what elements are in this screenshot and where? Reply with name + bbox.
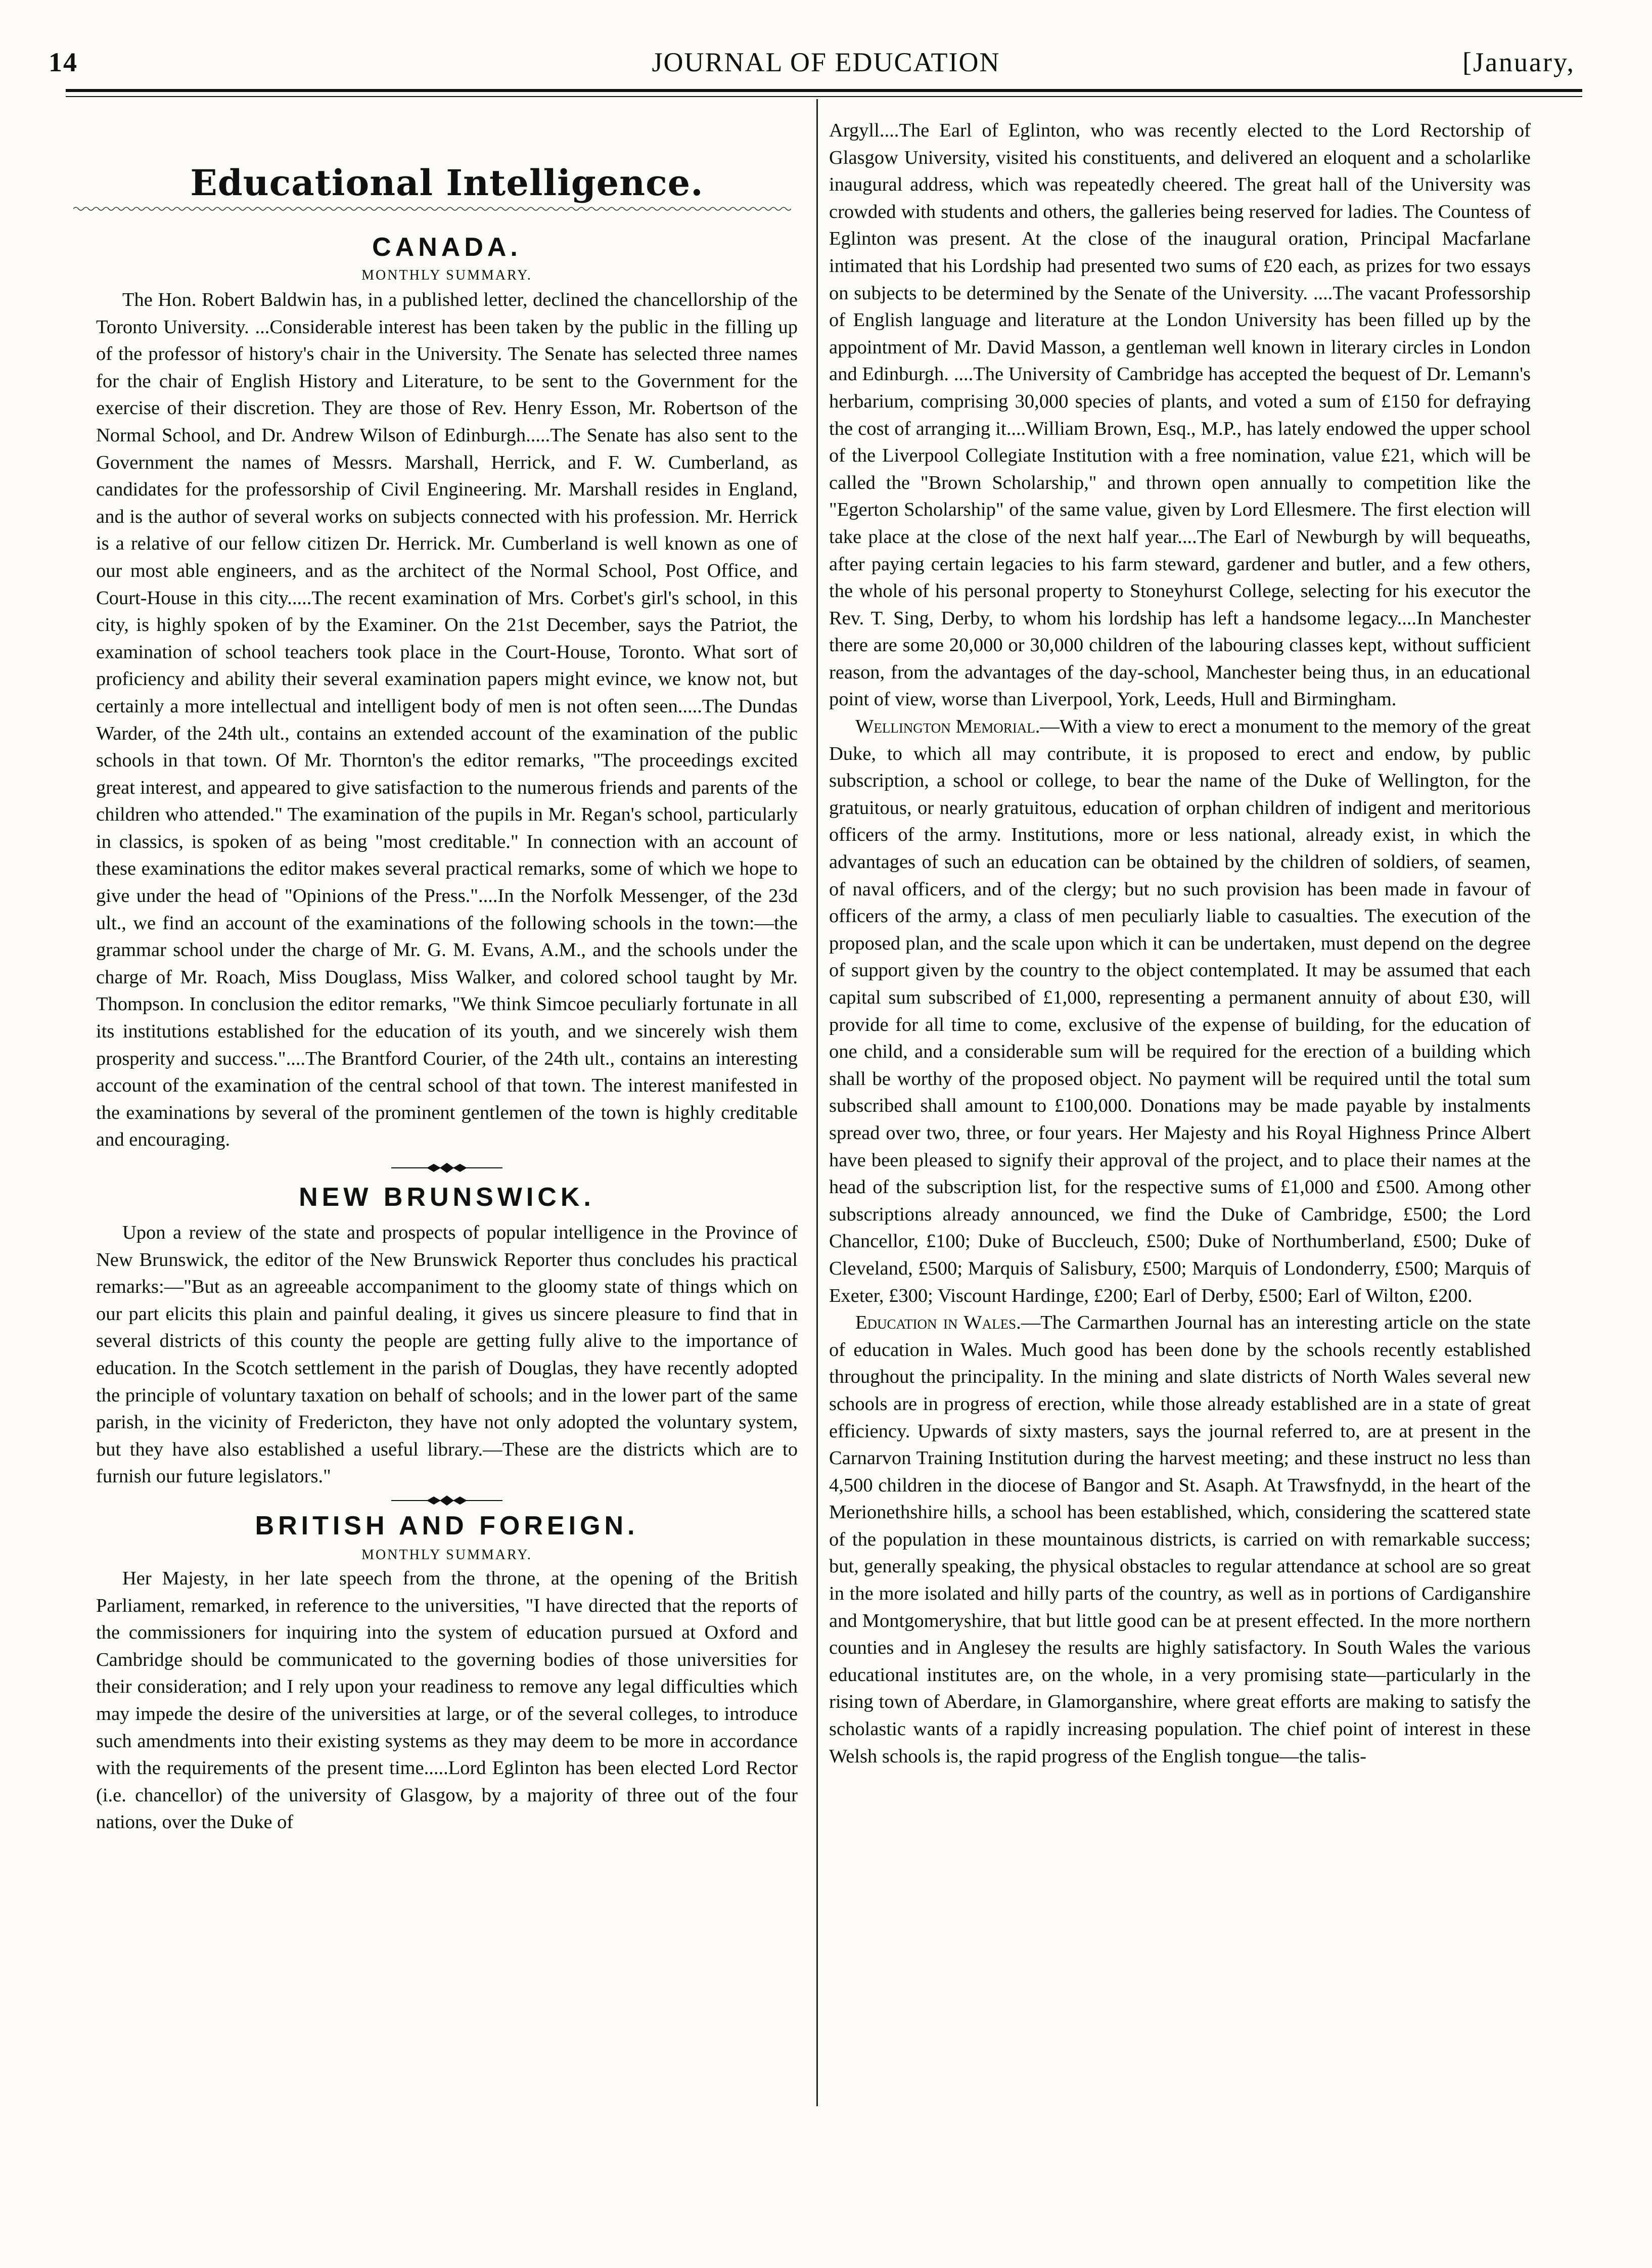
wales-heading: Education in Wales.	[855, 1312, 1021, 1334]
left-column	[96, 117, 798, 1836]
header-rule-thin	[66, 96, 1582, 97]
wellington-paragraph	[829, 713, 1531, 1309]
new-brunswick-heading: NEW BRUNSWICK.	[299, 1183, 595, 1212]
header-rule-thick	[66, 89, 1582, 92]
page-number: 14	[49, 47, 78, 77]
section-ornament	[391, 1154, 502, 1182]
wales-paragraph	[829, 1309, 1531, 1770]
wellington-heading: Wellington Memorial.	[855, 716, 1040, 738]
canada-subheading: MONTHLY SUMMARY.	[361, 267, 532, 283]
right-column	[829, 117, 1531, 1770]
british-foreign-paragraph-left: Her Majesty, in her late speech from the throne, at the opening of the British Parliament, remarked, in reference to the universities, "I have directed that the reports of the commissioners for inquiring into the system of education pursued at Oxford and Cambridge should be communicated to the governing bodies of those universities for their consideration; and I rely upon your readiness to remove any legal difficulties which may impede the desire of the universities at large, or of the several colleges, to introduce such amendments into their existing systems as they may deem to be more in accordance with the requirements of the present time.....Lord Eglinton has been elected Lord Rector (i.e. chancellor) of the university of Glasgow, by a majority of three out of the four nations, over the Duke of	[96, 1567, 798, 1833]
wales-text: —The Carmarthen Journal has an interesting article on the state of education in Wales. Much good has been done by the schools recently established throughout the principality. In the mining and slate districts of North Wales several new schools are in progress of erection, while those already established are in a state of great efficiency. Upwards of sixty masters, says the journal referred to, are at present in the Carnarvon Training Institution during the harvest meeting; and these instruct no less than 4,500 children in the diocese of Bangor and St. Asaph. At Trawsfnydd, in the heart of the Merionethshire hills, a school has been established, which, considering the scattered state of the population in these mountainous districts, is carried on with remarkable success; but, generally speaking, the physical obstacles to regular attendance at school are so great in the more isolated and hilly parts of the country, as well as in portions of Cardiganshire and Montgomeryshire, that but little good can be at present effected. In the more northern counties and in Anglesey the results are highly satisfactory. In South Wales the various educational institutes are, on the whole, in a very promising state—particularly in the rising town of Aberdare, in Glamorganshire, where great efforts are making to satisfy the scholastic wants of a rapidly increasing population. The chief point of interest in these Welsh schools is, the rapid progress of the English tongue—the talis-	[829, 1312, 1531, 1767]
new-brunswick-paragraph: Upon a review of the state and prospects of popular intelligence in the Province of New Brunswick, the editor of the New Brunswick Reporter thus concludes his practical remarks:—"But as an agreeable accompaniment to the gloomy state of things which on our part elicits this plain and painful dealing, it gives us sincere pleasure to find that in several districts of this county the people are getting fully alive to the importance of education. In the Scotch settlement in the parish of Douglas, they have recently adopted the principle of voluntary taxation on behalf of schools; and in the lower part of the same parish, in the vicinity of Fredericton, they have not only adopted the voluntary system, but they have also established a useful library.—These are the districts which are to furnish our future legislators."	[96, 1222, 798, 1487]
canada-paragraph: The Hon. Robert Baldwin has, in a published letter, declined the chancellorship of the Toronto University. ...Considerable interest has been taken by the public in the filling up of the professor of history's chair in the University. The Senate has selected three names for the chair of English History and Literature, to be sent to the Government for the exercise of their discretion. They are those of Rev. Henry Esson, Mr. Robertson of the Normal School, and Dr. Andrew Wilson of Edinburgh.....The Senate has also sent to the Government the names of Messrs. Marshall, Herrick, and F. W. Cumberland, as candidates for the professorship of Civil Engineering. Mr. Marshall resides in England, and is the author of several works on subjects connected with his profession. Mr. Herrick is a relative of our fellow citizen Dr. Herrick. Mr. Cumberland is well known as one of our most able engineers, and as the architect of the Normal School, Post Office, and Court-House in this city.....The recent examination of Mrs. Corbet's girl's school, in this city, is highly spoken of by the Examiner. On the 21st December, says the Patriot, the examination of school teachers took place in the Court-House, Toronto. What sort of proficiency and ability their several examination papers might evince, we know not, but certainly a more intellectual and intelligent body of men is not often seen.....The Dundas Warder, of the 24th ult., contains an extended account of the examination of the public schools in that town. Of Mr. Thornton's the editor remarks, "The proceedings excited great interest, and appeared to give satisfaction to the numerous friends and parents of the children who attended." The examination of the pupils in Mr. Regan's school, particularly in classics, is spoken of as being "most creditable." In connection with an account of these examinations the editor makes several practical remarks, some of which we hope to give under the head of "Opinions of the Press."....In the Norfolk Messenger, of the 23d ult., we find an account of the examinations of the following schools in the town:—the grammar school under the charge of Mr. G. M. Evans, A.M., and the schools under the charge of Mr. Roach, Miss Douglass, Miss Walker, and colored school taught by Mr. Thompson. In conclusion the editor remarks, "We think Simcoe peculiarly fortunate in all its institutions established for the education of its youth, and we sincerely wish them prosperity and success."....The Brantford Courier, of the 24th ult., contains an interesting account of the examination of the central school of that town. The interest manifested in the examinations by several of the prominent gentlemen of the town is highly creditable and encouraging.	[96, 289, 798, 1151]
wellington-text: —With a view to erect a monument to the memory of the great Duke, to which all may contribute, it is proposed to erect and endow, by public subscription, a school or college, to bear the name of the Duke of Wellington, for the gratuitous, or nearly gratuitous, education of orphan children of indigent and meritorious officers of the army. Institutions, more or less national, already exist, in which the advantages of such an education can be obtained by the children of soldiers, of seamen, of naval officers, and of the clergy; but no such provision has been made in favour of officers of the army, a class of men peculiarly liable to casualties. The execution of the proposed plan, and the scale upon which it can be undertaken, must depend on the degree of support given by the country to the object contemplated. It may be assumed that each capital sum subscribed of £1,000, representing a permanent annuity of about £30, will provide for all time to come, exclusive of the expense of building, for the education of one child, and a considerable sum will be required for the erection of a building which shall be worthy of the proposed object. No payment will be required until the total sum subscribed shall amount to £100,000. Donations may be made payable by instalments spread over two, three, or four years. Her Majesty and his Royal Highness Prince Albert have been pleased to signify their approval of the project, and to place their names at the head of the subscription list, for the respective sums of £1,000 and £500. Among other subscriptions already announced, we find the Duke of Cambridge, £500; the Lord Chancellor, £100; Duke of Buccleuch, £500; Duke of Northumberland, £500; Duke of Cleveland, £500; Marquis of Salisbury, £500; Marquis of Londonderry, £500; Marquis of Exeter, £300; Viscount Hardinge, £200; Earl of Derby, £500; Earl of Wilton, £200.	[829, 716, 1531, 1306]
journal-title: JOURNAL OF EDUCATION	[652, 47, 1000, 77]
issue-month: [January,	[1462, 47, 1575, 77]
section-masthead: Educational Intelligence.	[190, 162, 704, 204]
british-foreign-heading: BRITISH AND FOREIGN.	[255, 1511, 639, 1540]
section-ornament	[391, 1490, 502, 1511]
column-divider	[816, 99, 818, 2106]
british-foreign-subheading: MONTHLY SUMMARY.	[361, 1547, 532, 1563]
canada-heading: CANADA.	[372, 233, 522, 262]
british-foreign-paragraph-right: Argyll....The Earl of Eglinton, who was recently elected to the Lord Rectorship of Glasgow University, visited his constituents, and delivered an eloquent and a scholarlike inaugural address, which was repeatedly cheered. The great hall of the University was crowded with students and others, the galleries being reserved for ladies. The Countess of Eglinton was present. At the close of the inaugural oration, Principal Macfarlane intimated that his Lordship had presented two sums of £20 each, as prizes for two essays on subjects to be determined by the Senate of the University. ....The vacant Professorship of English language and literature at the London University has been filled up by the appointment of Mr. David Masson, a gentleman well known in literary circles in London and Edinburgh. ....The University of Cambridge has accepted the bequest of Dr. Lemann's herbarium, comprising 30,000 species of plants, and voted a sum of £150 for defraying the cost of arranging it....William Brown, Esq., M.P., has lately endowed the upper school of the Liverpool Collegiate Institution with a free nomination, value £21, which will be called the "Brown Scholarship," and thrown open annually to competition like the "Egerton Scholarship" of the same value, given by Lord Ellesmere. The first election will take place at the close of the next half year....The Earl of Newburgh by will bequeaths, after paying certain legacies to his farm steward, gardener and butler, and a few others, the whole of his personal property to Stoneyhurst College, selecting for his executor the Rev. T. Sing, Derby, to whom his lordship has left a handsome legacy....In Manchester there are some 20,000 or 30,000 children of the labouring classes kept, without sufficient reason, from the advantages of the day-school, Manchester being thus, in an educational point of view, worse than Liverpool, York, Leeds, Hull and Birmingham.	[829, 120, 1531, 710]
